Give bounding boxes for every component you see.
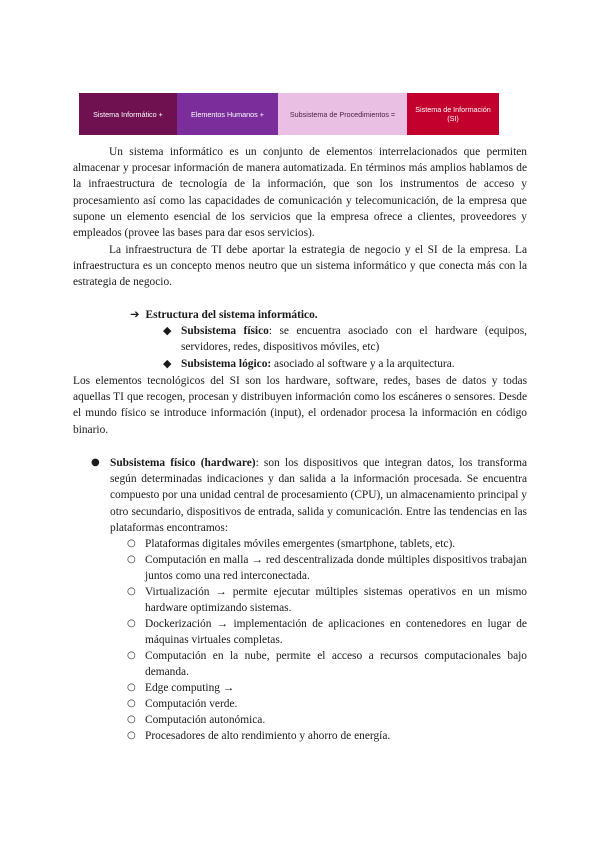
sub-list-item: [127, 584, 527, 616]
paragraph-elementos-tecnologicos: Los elementos tecnológicos del SI son los hardware, software, redes, bases de datos y todas aquellas TI que recogen, procesan y distribuyen información como los escáneres o sensores. Desde el mundo físico se introduce información (input), el ordenador procesa la información en código binario.: [73, 375, 527, 436]
sub-item-text: Computación autonómica.: [145, 714, 266, 726]
circle-bullet-icon: ○: [127, 538, 136, 549]
paragraph-definition: Un sistema informático es un conjunto de elementos interrelacionados que permiten almacenar y procesar información de manera automatizada. En términos más amplios hablamos de la infraestructura de tecnología de la información, que son los instrumentos de acceso y procesamiento así como las capacidades de comunicación y telecomunicación, de la empresa que supone un elemento esencial de los servicios que la empresa ofrece a clientes, proveedores y empleados (provee las bases para dar esos servicios).: [73, 146, 527, 240]
banner-segment-sistema-informatico: Sistema Informático +: [79, 93, 177, 135]
sub-item-text: Plataformas digitales móviles emergentes (smartphone, tablets, etc).: [145, 538, 456, 550]
sub-list-item: [127, 680, 527, 696]
bullet-list-item: [91, 455, 527, 536]
sub-item-text: Virtualización → permite ejecutar múltiples sistemas operativos en un mismo hardware optimizando sistemas.: [145, 586, 527, 615]
circle-bullet-icon: ○: [127, 682, 136, 693]
circle-bullet-icon: ○: [127, 586, 136, 597]
sub-list-item: [127, 696, 527, 712]
sub-list-item: [127, 648, 527, 680]
banner-segment-subsistema-procedimientos: Subsistema de Procedimientos =: [278, 93, 407, 135]
si-formula-banner: [79, 93, 499, 135]
banner-segment-elementos-humanos: Elementos Humanos +: [177, 93, 278, 135]
sub-item-text: Computación en la nube, permite el acceso a recursos computacionales bajo demanda.: [145, 650, 527, 679]
circle-bullet-icon: ○: [127, 618, 136, 629]
sub-list-item: [127, 728, 527, 744]
arrow-icon: ➔: [130, 307, 140, 321]
diamond-item-text: : se encuentra asociado con el hardware (equipos, servidores, redes, dispositivos móviles, etc): [181, 325, 527, 354]
circle-bullet-icon: ○: [127, 650, 136, 661]
sub-item-text: Dockerización → implementación de aplicaciones en contenedores en lugar de máquinas virtuales completas.: [145, 618, 527, 647]
sub-list-item: [127, 552, 527, 584]
diamond-list-item: [163, 323, 527, 355]
sub-item-text: Computación verde.: [145, 698, 238, 710]
bullet-dot-icon: ●: [91, 457, 100, 468]
arrow-item-text: Estructura del sistema informático.: [145, 309, 318, 321]
arrow-list-item: [130, 307, 318, 321]
circle-bullet-icon: ○: [127, 698, 136, 709]
sub-list-item: [127, 536, 527, 552]
paragraph-infraestructura: La infraestructura de TI debe aportar la estrategia de negocio y el SI de la empresa. La infraestructura es un concepto menos neutro que un sistema informático y que conecta más con la estrategia de negocio.: [73, 244, 527, 289]
sub-list-item: [127, 712, 527, 728]
sub-item-text: Procesadores de alto rendimiento y ahorro de energía.: [145, 730, 391, 742]
diamond-bullet-icon: ◆: [163, 357, 172, 370]
sub-item-text: Edge computing →: [145, 682, 235, 694]
diamond-bullet-icon: ◆: [163, 324, 172, 337]
bullet-item-term: Subsistema físico (hardware): [110, 457, 256, 469]
diamond-item-text: asociado al software y a la arquitectura.: [271, 358, 455, 370]
circle-bullet-icon: ○: [127, 730, 136, 741]
banner-segment-sistema-informacion: Sistema de Información (SI): [407, 93, 499, 135]
diamond-item-term: Subsistema lógico:: [181, 358, 272, 370]
diamond-list-item: [163, 356, 527, 372]
diamond-item-term: Subsistema físico: [181, 325, 269, 337]
bullet-item-text: : son los dispositivos que integran datos, los transforma según determinadas indicaciones y dan salida a la información procesada. Se encuentra compuesto por una unidad central de procesamiento (CPU), un almacenamiento principal y otro secundario, dispositivos de entrada, salida y comunicación. Entre las tendencias en las plataformas encontramos:: [110, 457, 528, 534]
circle-bullet-icon: ○: [127, 714, 136, 725]
sub-item-text: Computación en malla → red descentralizada donde múltiples dispositivos trabajan juntos como una red interconectada.: [145, 554, 527, 583]
sub-list-item: [127, 616, 527, 648]
circle-bullet-icon: ○: [127, 554, 136, 565]
